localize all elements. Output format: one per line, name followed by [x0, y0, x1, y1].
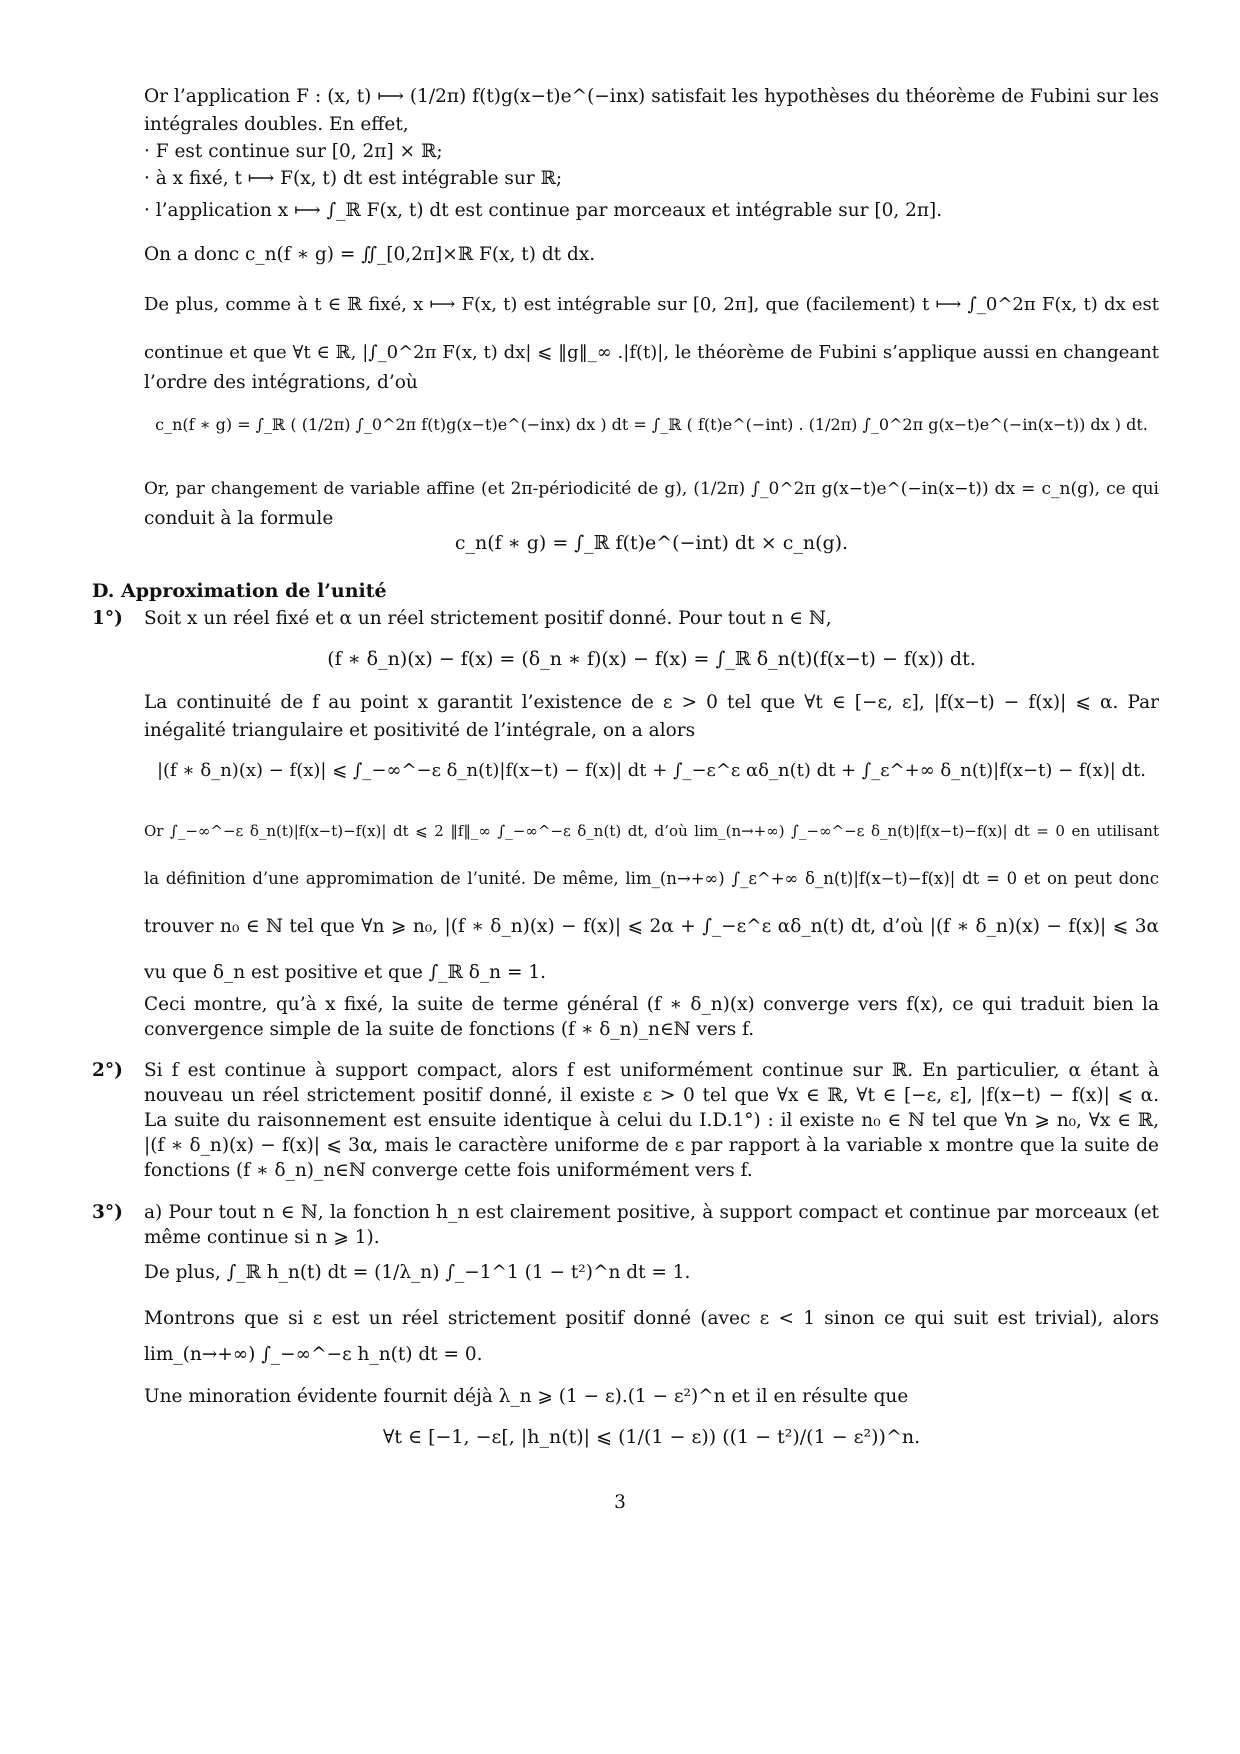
item-number: 1°)	[92, 608, 123, 629]
text-line: On a donc c_n(f ∗ g) = ∬_[0,2π]×ℝ F(x, t) dt dx.	[144, 244, 596, 265]
text-line: inégalité triangulaire et positivité de l’intégrale, on a alors	[144, 720, 696, 741]
text-line: convergence simple de la suite de fonctions (f ∗ δ_n)_n∈ℕ vers f.	[144, 1019, 755, 1040]
text-line: · à x fixé, t ⟼ F(x, t) dt est intégrable sur ℝ;	[144, 168, 563, 189]
text-line: nouveau un réel strictement positif donné, il existe ε > 0 tel que ∀x ∈ ℝ, ∀t ∈ [−ε, ε], |f(x−t) − f(x)| ⩽ α.	[144, 1085, 1159, 1106]
page-number: 3	[614, 1492, 626, 1513]
text-line: |(f ∗ δ_n)(x) − f(x)| ⩽ 3α, mais le caractère uniforme de ε par rapport à la variable x montre que la suite de	[144, 1135, 1159, 1156]
text-line: trouver n₀ ∈ ℕ tel que ∀n ⩾ n₀, |(f ∗ δ_n)(x) − f(x)| ⩽ 2α + ∫_−ε^ε αδ_n(t) dt, d’où |(f ∗ δ_n)(x) − f(x)| ⩽ 3α	[144, 916, 1159, 937]
display-equation: c_n(f ∗ g) = ∫_ℝ ( (1/2π) ∫_0^2π f(t)g(x−t)e^(−inx) dx ) dt = ∫_ℝ ( f(t)e^(−int) . (1/2π) ∫_0^2π g(x−t)e^(−in(x−t)) dx ) dt.	[155, 415, 1148, 434]
item-number: 3°)	[92, 1202, 123, 1223]
text-line: De plus, comme à t ∈ ℝ fixé, x ⟼ F(x, t) est intégrable sur [0, 2π], que (facilement) t ⟼ ∫_0^2π F(x, t) dx est	[144, 294, 1159, 315]
display-equation: ∀t ∈ [−1, −ε[, |h_n(t)| ⩽ (1/(1 − ε)) ((1 − t²)/(1 − ε²))^n.	[382, 1426, 921, 1448]
text-line: De plus, ∫_ℝ h_n(t) dt = (1/λ_n) ∫_−1^1 (1 − t²)^n dt = 1.	[144, 1262, 691, 1283]
text-line: vu que δ_n est positive et que ∫_ℝ δ_n = 1.	[144, 962, 547, 983]
text-line: Or l’application F : (x, t) ⟼ (1/2π) f(t)g(x−t)e^(−inx) satisfait les hypothèses du théorème de Fubini sur les	[144, 86, 1159, 107]
text-line: Une minoration évidente fournit déjà λ_n ⩾ (1 − ε).(1 − ε²)^n et il en résulte que	[144, 1386, 909, 1407]
text-line: conduit à la formule	[144, 508, 334, 529]
display-equation: |(f ∗ δ_n)(x) − f(x)| ⩽ ∫_−∞^−ε δ_n(t)|f(x−t) − f(x)| dt + ∫_−ε^ε αδ_n(t) dt + ∫_ε^+∞ δ_n(t)|f(x−t) − f(x)| dt.	[156, 760, 1147, 781]
text-line: lim_(n→+∞) ∫_−∞^−ε h_n(t) dt = 0.	[144, 1344, 483, 1365]
text-line: a) Pour tout n ∈ ℕ, la fonction h_n est clairement positive, à support compact et continue par morceaux (et	[144, 1202, 1159, 1223]
text-line: La suite du raisonnement est ensuite identique à celui du I.D.1°) : il existe n₀ ∈ ℕ tel que ∀n ⩾ n₀, ∀x ∈ ℝ,	[144, 1110, 1159, 1131]
text-line: · F est continue sur [0, 2π] × ℝ;	[144, 141, 443, 162]
text-line: Ceci montre, qu’à x fixé, la suite de terme général (f ∗ δ_n)(x) converge vers f(x), ce qui traduit bien la	[144, 994, 1159, 1015]
text-line: intégrales doubles. En effet,	[144, 114, 409, 135]
section-heading: D. Approximation de l’unité	[92, 580, 387, 602]
text-line: la définition d’une appromimation de l’unité. De même, lim_(n→+∞) ∫_ε^+∞ δ_n(t)|f(x−t)−f(x)| dt = 0 et on peut donc	[144, 869, 1159, 888]
text-line: Si f est continue à support compact, alors f est uniformément continue sur ℝ. En particulier, α étant à	[144, 1060, 1159, 1081]
text-line: Or, par changement de variable affine (et 2π-périodicité de g), (1/2π) ∫_0^2π g(x−t)e^(−in(x−t)) dx = c_n(g), ce qui	[144, 479, 1159, 499]
item-number: 2°)	[92, 1060, 123, 1081]
text-line: continue et que ∀t ∈ ℝ, |∫_0^2π F(x, t) dx| ⩽ ‖g‖_∞ .|f(t)|, le théorème de Fubini s’applique aussi en changeant	[144, 342, 1159, 363]
text-line: · l’application x ⟼ ∫_ℝ F(x, t) dt est continue par morceaux et intégrable sur [0, 2π].	[144, 200, 943, 221]
text-line: Montrons que si ε est un réel strictement positif donné (avec ε < 1 sinon ce qui suit est trivial), alors	[144, 1308, 1159, 1329]
text-line: fonctions (f ∗ δ_n)_n∈ℕ converge cette fois uniformément vers f.	[144, 1160, 753, 1181]
text-line: Soit x un réel fixé et α un réel strictement positif donné. Pour tout n ∈ ℕ,	[144, 608, 832, 629]
display-equation: c_n(f ∗ g) = ∫_ℝ f(t)e^(−int) dt × c_n(g).	[454, 532, 849, 554]
text-line: La continuité de f au point x garantit l’existence de ε > 0 tel que ∀t ∈ [−ε, ε], |f(x−t) − f(x)| ⩽ α. Par	[144, 692, 1159, 713]
text-line: l’ordre des intégrations, d’où	[144, 372, 418, 393]
text-line: Or ∫_−∞^−ε δ_n(t)|f(x−t)−f(x)| dt ⩽ 2 ‖f‖_∞ ∫_−∞^−ε δ_n(t) dt, d’où lim_(n→+∞) ∫_−∞^−ε δ_n(t)|f(x−t)−f(x)| dt = 0 en utilisant	[144, 822, 1159, 840]
display-equation: (f ∗ δ_n)(x) − f(x) = (δ_n ∗ f)(x) − f(x) = ∫_ℝ δ_n(t)(f(x−t) − f(x)) dt.	[327, 648, 976, 670]
text-line: même continue si n ⩾ 1).	[144, 1227, 380, 1248]
